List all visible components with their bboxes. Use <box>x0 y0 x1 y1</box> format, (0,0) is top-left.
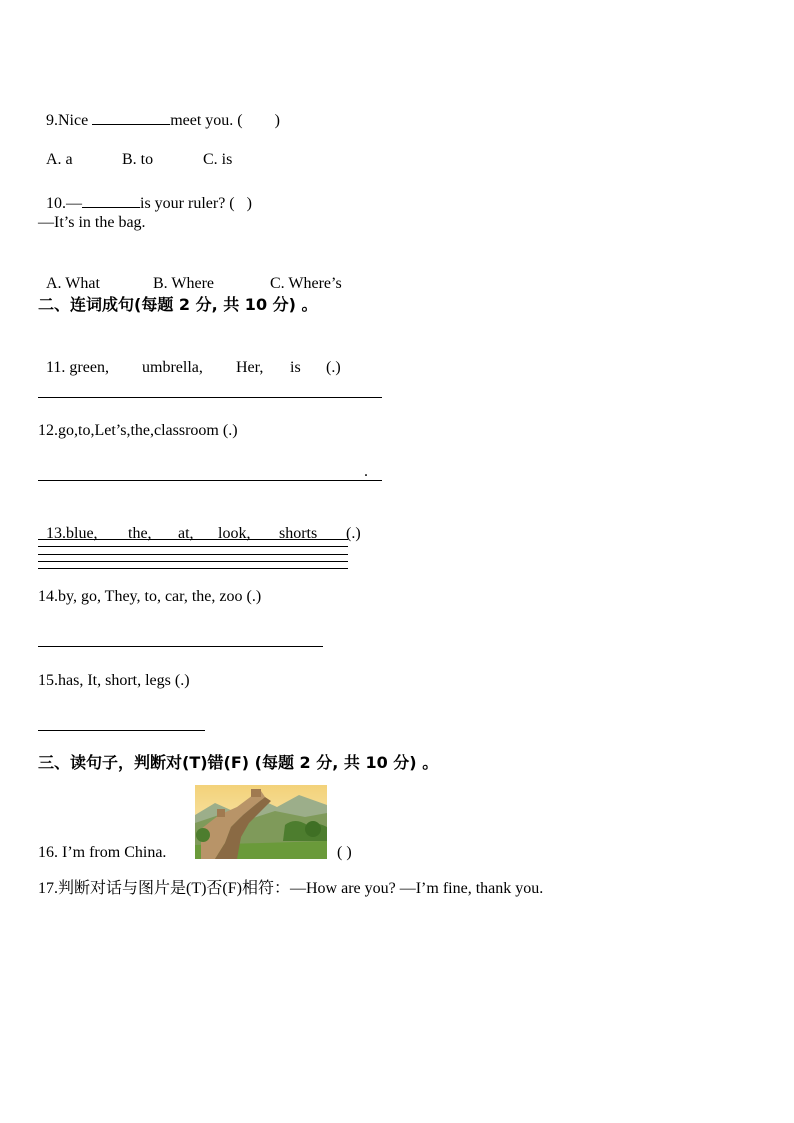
q13-word: (.) <box>346 525 361 542</box>
question-9 <box>38 88 280 131</box>
q11-word: is <box>290 359 301 376</box>
q10-reply: —It’s in the bag. <box>38 214 146 231</box>
question-16: 16. I’m from China. <box>38 844 167 861</box>
q15-answer-line[interactable] <box>38 730 205 731</box>
q10-suffix: is your ruler? ( ) <box>140 195 252 212</box>
q11-word: (.) <box>326 359 341 376</box>
question-12: 12.go,to,Let’s,the,classroom (.) <box>38 422 238 439</box>
question-11 <box>38 338 341 378</box>
q9-blank[interactable] <box>92 108 170 125</box>
q13-word: shorts <box>279 525 318 542</box>
q13-word: the, <box>128 525 152 542</box>
q12-answer-line[interactable] <box>38 480 382 481</box>
q9-option-b[interactable]: B. to <box>122 151 154 168</box>
great-wall-illustration <box>195 785 327 859</box>
question-10 <box>38 171 252 214</box>
q10-option-b[interactable]: B. Where <box>153 275 215 292</box>
q10-option-c[interactable]: C. Where’s <box>270 275 342 292</box>
question-14: 14.by, go, They, to, car, the, zoo (.) <box>38 588 262 605</box>
q11-word: umbrella, <box>142 359 203 376</box>
q9-option-c[interactable]: C. is <box>203 151 233 168</box>
q11-word: 11. green, <box>46 359 109 376</box>
q13-word: 13.blue, <box>46 525 98 542</box>
q13-word: at, <box>178 525 194 542</box>
q11-word: Her, <box>236 359 264 376</box>
q10-options <box>38 254 342 294</box>
q16-answer-parenthesis[interactable]: ( ) <box>337 844 352 861</box>
section-2-heading: 二、连词成句(每题 2 分, 共 10 分) 。 <box>38 295 318 314</box>
q13-answer-line[interactable] <box>38 539 348 540</box>
q9-option-a[interactable]: A. a <box>46 151 73 168</box>
question-15: 15.has, It, short, legs (.) <box>38 672 190 689</box>
q13-word: look, <box>218 525 251 542</box>
q12-period: . <box>364 463 368 480</box>
q10-blank[interactable] <box>82 191 140 208</box>
question-17: 17.判断对话与图片是(T)否(F)相符：—How are you? —I’m fine, thank you. <box>38 880 544 897</box>
q9-prefix: 9.Nice <box>46 112 93 129</box>
q11-answer-line[interactable] <box>38 397 382 398</box>
q14-answer-line[interactable] <box>38 646 323 647</box>
q10-option-a[interactable]: A. What <box>46 275 100 292</box>
q10-prefix: 10.— <box>46 195 82 212</box>
q13-answer-line[interactable] <box>38 554 348 555</box>
section-3-heading: 三、读句子，判断对(T)错(F) (每题 2 分, 共 10 分) 。 <box>38 753 439 772</box>
q9-options <box>38 130 232 170</box>
q9-suffix: meet you. ( ) <box>170 112 280 129</box>
q13-answer-line[interactable] <box>38 568 348 569</box>
question-13 <box>38 504 361 544</box>
q13-answer-line[interactable] <box>38 546 348 547</box>
q13-answer-line[interactable] <box>38 561 348 562</box>
